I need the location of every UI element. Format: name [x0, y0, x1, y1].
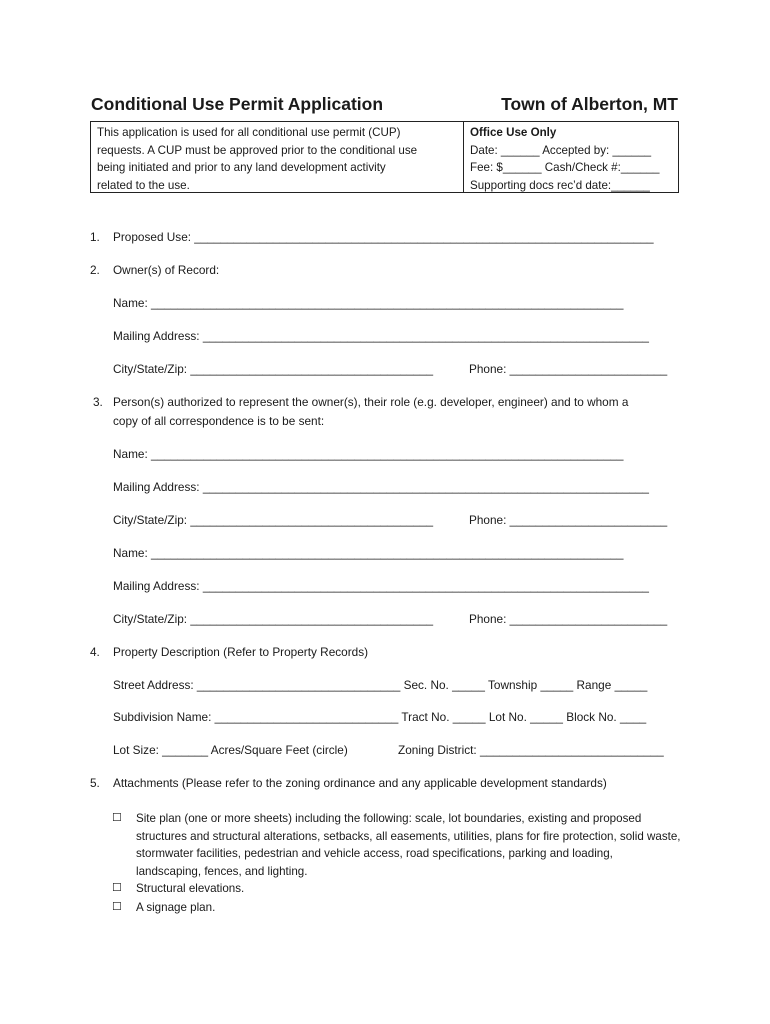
signage-checkbox[interactable]: ☐: [112, 901, 122, 913]
office-docs-field[interactable]: Supporting docs rec’d date:______: [470, 178, 650, 192]
elevations-item: Structural elevations.: [136, 882, 245, 895]
zoning-district-field[interactable]: Zoning District: ____________________________: [398, 743, 664, 757]
info-box: [90, 121, 679, 193]
property-heading: Property Description (Refer to Property Records): [113, 645, 369, 659]
rep1-city-field[interactable]: City/State/Zip: _____________________________________: [113, 513, 434, 527]
rep1-phone-field[interactable]: Phone: ________________________: [469, 513, 668, 527]
street-address-field[interactable]: Street Address: _______________________________ Sec. No. _____ Township _____ Range _____: [113, 678, 648, 692]
office-use-title: Office Use Only: [470, 126, 557, 139]
site-plan-checkbox[interactable]: ☐: [112, 812, 122, 824]
section-number: 5.: [90, 776, 100, 790]
rep2-name-field[interactable]: Name: ________________________________________________________________________: [113, 546, 624, 560]
rep1-mailing-field[interactable]: Mailing Address: ____________________________________________________________________: [113, 480, 649, 494]
description-line: being initiated and prior to any land development activity: [97, 161, 386, 174]
page-title: Conditional Use Permit Application: [91, 94, 384, 114]
rep2-city-field[interactable]: City/State/Zip: _____________________________________: [113, 612, 434, 626]
section-number: 2.: [90, 263, 100, 277]
signage-item: A signage plan.: [136, 901, 216, 914]
subdivision-field[interactable]: Subdivision Name: ____________________________ Tract No. _____ Lot No. _____ Block No. ____: [113, 710, 647, 724]
owner-name-field[interactable]: Name: ________________________________________________________________________: [113, 296, 624, 310]
town-name: Town of Alberton, MT: [501, 94, 678, 114]
rep2-mailing-field[interactable]: Mailing Address: ____________________________________________________________________: [113, 579, 649, 593]
owner-mailing-field[interactable]: Mailing Address: ____________________________________________________________________: [113, 329, 649, 343]
rep2-phone-field[interactable]: Phone: ________________________: [469, 612, 668, 626]
representative-heading: Person(s) authorized to represent the owner(s), their role (e.g. developer, engineer) and to whom a: [113, 395, 629, 409]
rep1-name-field[interactable]: Name: ________________________________________________________________________: [113, 447, 624, 461]
box-divider: [463, 122, 464, 192]
owners-heading: Owner(s) of Record:: [113, 263, 220, 277]
attachments-heading: Attachments (Please refer to the zoning ordinance and any applicable development standards): [113, 776, 607, 790]
lot-size-field[interactable]: Lot Size: _______ Acres/Square Feet (circle): [113, 743, 348, 757]
section-number: 3.: [93, 395, 103, 409]
representative-heading-cont: copy of all correspondence is to be sent:: [113, 414, 325, 428]
section-number: 1.: [90, 230, 100, 244]
office-fee-field[interactable]: Fee: $______ Cash/Check #:______: [470, 161, 660, 174]
elevations-checkbox[interactable]: ☐: [112, 882, 122, 894]
description-line: requests. A CUP must be approved prior to the conditional use: [97, 143, 418, 157]
owner-phone-field[interactable]: Phone: ________________________: [469, 362, 668, 376]
description-line: related to the use.: [97, 178, 190, 192]
description-line: This application is used for all conditional use permit (CUP): [97, 126, 401, 139]
office-date-field[interactable]: Date: ______ Accepted by: ______: [470, 143, 652, 157]
proposed-use-field[interactable]: Proposed Use: ______________________________________________________________________: [113, 230, 654, 244]
owner-city-field[interactable]: City/State/Zip: _____________________________________: [113, 362, 434, 376]
office-use-panel: [470, 124, 660, 194]
description-text: [97, 124, 457, 194]
site-plan-item: Site plan (one or more sheets) including the following: scale, lot boundaries, existing and proposed structures and structural alterations, setbacks, all easements, utilities, plans for fire protection, solid waste, stormwater facilities, pedestrian and vehicle access, road specifications, parking and loading, landscaping, fences, and lighting.: [136, 812, 681, 878]
section-number: 4.: [90, 645, 100, 659]
